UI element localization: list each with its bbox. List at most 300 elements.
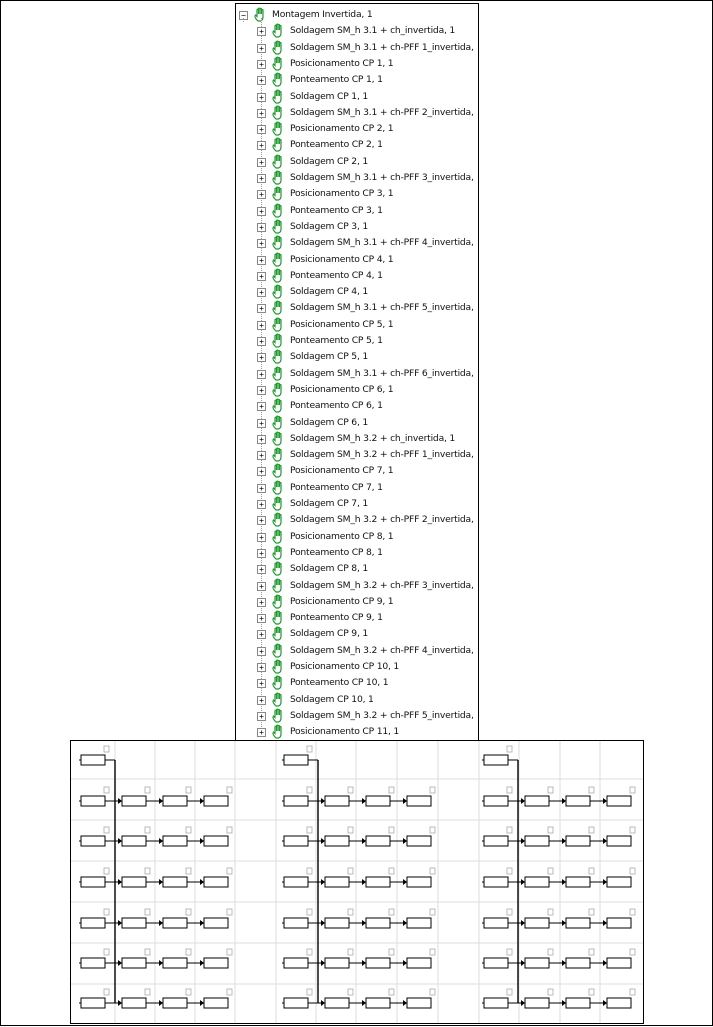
tree-item[interactable] <box>236 431 478 447</box>
node-marker <box>430 989 435 995</box>
hand-icon <box>271 643 285 658</box>
process-node <box>163 796 187 806</box>
expand-toggle[interactable]: + <box>257 467 266 476</box>
tree-item[interactable] <box>236 626 478 642</box>
expand-toggle[interactable]: + <box>257 500 266 509</box>
tree-item-label: Soldagem SM_h 3.1 + ch-PFF 3_invertida, <box>290 172 474 183</box>
node-marker <box>389 909 394 915</box>
expand-toggle[interactable]: + <box>257 353 266 362</box>
expand-toggle[interactable]: + <box>257 516 266 525</box>
tree-item[interactable] <box>236 40 478 56</box>
tree-item-label: Soldagem SM_h 3.2 + ch_invertida, 1 <box>290 432 456 444</box>
expand-toggle[interactable]: + <box>257 125 266 134</box>
node-marker <box>630 949 635 955</box>
process-node <box>366 998 390 1008</box>
tree-item[interactable] <box>236 480 478 496</box>
hand-icon <box>271 170 285 185</box>
tree-connector <box>243 18 244 22</box>
process-node <box>525 836 549 846</box>
tree-item-label: Ponteamento CP 2, 1 <box>290 139 383 151</box>
tree-item[interactable] <box>236 545 478 561</box>
tree-item[interactable] <box>236 317 478 333</box>
node-marker <box>507 746 512 752</box>
node-marker <box>630 868 635 874</box>
tree-item-label: Ponteamento CP 10, 1 <box>290 677 389 689</box>
hand-icon <box>271 447 285 462</box>
diagram-canvas <box>71 741 643 1023</box>
hand-icon <box>271 675 285 690</box>
expand-toggle[interactable]: + <box>257 109 266 118</box>
node-marker <box>548 827 553 833</box>
node-marker <box>307 989 312 995</box>
process-node <box>607 836 631 846</box>
hand-icon <box>271 137 285 152</box>
tree-item[interactable] <box>236 366 478 382</box>
expand-toggle[interactable]: + <box>257 239 266 248</box>
tree-item[interactable] <box>236 219 478 235</box>
tree-item[interactable] <box>236 333 478 349</box>
tree-item[interactable] <box>236 447 478 463</box>
node-marker <box>227 949 232 955</box>
hand-icon <box>271 594 285 609</box>
tree-item-label: Soldagem SM_h 3.2 + ch-PFF 1_invertida, <box>290 449 474 461</box>
process-node <box>525 796 549 806</box>
expand-toggle[interactable]: + <box>257 141 266 150</box>
expand-toggle[interactable]: + <box>257 158 266 167</box>
tree-item-label: Soldagem SM_h 3.1 + ch-PFF 1_invertida, <box>290 41 474 53</box>
node-marker <box>589 949 594 955</box>
hand-icon <box>271 610 285 625</box>
tree-item-label: Ponteamento CP 9, 1 <box>290 612 383 624</box>
process-node <box>284 755 308 765</box>
process-node <box>566 918 590 928</box>
hand-icon <box>271 578 285 593</box>
node-marker <box>227 827 232 833</box>
hand-icon <box>271 317 285 332</box>
tree-item[interactable] <box>236 724 478 740</box>
tree-item[interactable] <box>236 708 478 724</box>
process-node <box>81 796 105 806</box>
process-node <box>204 958 228 968</box>
expand-toggle[interactable]: + <box>257 174 266 183</box>
tree-item[interactable] <box>236 89 478 105</box>
hand-icon <box>271 219 285 234</box>
process-node <box>325 836 349 846</box>
tree-item[interactable] <box>236 154 478 170</box>
node-marker <box>630 909 635 915</box>
process-node <box>122 998 146 1008</box>
node-marker <box>145 949 150 955</box>
node-marker <box>227 787 232 793</box>
tree-item[interactable] <box>236 137 478 153</box>
process-node <box>484 918 508 928</box>
node-marker <box>307 746 312 752</box>
tree-item-label: Ponteamento CP 7, 1 <box>290 481 383 493</box>
process-node <box>325 958 349 968</box>
tree-item-label: Ponteamento CP 5, 1 <box>290 335 383 346</box>
expand-toggle[interactable]: + <box>257 288 266 297</box>
hand-icon <box>271 692 285 707</box>
process-node <box>566 877 590 887</box>
tree-item[interactable] <box>236 659 478 675</box>
node-marker <box>186 827 191 833</box>
tree-item[interactable] <box>236 463 478 479</box>
node-marker <box>548 989 553 995</box>
expand-toggle[interactable]: + <box>257 304 266 313</box>
tree-item-label: Soldagem SM_h 3.2 + ch-PFF 3_invertida, <box>290 579 474 591</box>
process-node <box>204 796 228 806</box>
tree-item[interactable] <box>236 561 478 577</box>
tree-item[interactable] <box>236 675 478 691</box>
process-node <box>607 998 631 1008</box>
hand-icon <box>271 284 285 299</box>
process-node <box>607 918 631 928</box>
expand-toggle[interactable]: + <box>257 484 266 493</box>
expand-toggle[interactable]: + <box>257 27 266 36</box>
hand-icon <box>271 512 285 527</box>
node-marker <box>389 949 394 955</box>
node-marker <box>507 868 512 874</box>
tree-item-label: Posicionamento CP 9, 1 <box>290 595 394 607</box>
tree-item-label: Soldagem SM_h 3.2 + ch-PFF 2_invertida, <box>290 514 474 526</box>
process-node <box>122 796 146 806</box>
collapse-toggle[interactable]: − <box>239 11 248 20</box>
process-node <box>284 877 308 887</box>
tree-item[interactable] <box>236 72 478 88</box>
tree-item-label: Soldagem CP 9, 1 <box>290 628 369 640</box>
hand-icon <box>271 300 285 315</box>
node-marker <box>227 989 232 995</box>
process-node <box>366 918 390 928</box>
expand-toggle[interactable]: + <box>257 223 266 232</box>
tree-item[interactable] <box>236 529 478 545</box>
node-marker <box>507 949 512 955</box>
hand-icon <box>271 415 285 430</box>
expand-toggle[interactable]: + <box>257 451 266 460</box>
hand-icon <box>271 349 285 364</box>
expand-toggle[interactable]: + <box>257 728 266 737</box>
tree-item[interactable] <box>236 23 478 39</box>
node-marker <box>507 787 512 793</box>
node-marker <box>307 787 312 793</box>
node-marker <box>348 787 353 793</box>
tree-item-label: Soldagem CP 1, 1 <box>290 90 369 102</box>
expand-toggle[interactable]: + <box>257 647 266 656</box>
node-marker <box>307 868 312 874</box>
tree-item[interactable] <box>236 643 478 659</box>
node-marker <box>104 827 109 833</box>
node-marker <box>589 827 594 833</box>
hand-icon <box>271 626 285 641</box>
hand-icon <box>271 545 285 560</box>
tree-item-label: Posicionamento CP 3, 1 <box>290 188 394 200</box>
expand-toggle[interactable]: + <box>257 435 266 444</box>
tree-item-label: Soldagem SM_h 3.1 + ch-PFF 6_invertida, <box>290 367 474 379</box>
tree-item[interactable] <box>236 578 478 594</box>
process-node <box>284 998 308 1008</box>
node-marker <box>348 989 353 995</box>
process-node <box>81 958 105 968</box>
tree-item[interactable] <box>236 349 478 365</box>
process-node <box>566 958 590 968</box>
process-node <box>204 998 228 1008</box>
process-node <box>525 877 549 887</box>
node-marker <box>348 949 353 955</box>
node-marker <box>430 868 435 874</box>
hand-icon <box>271 40 285 55</box>
expand-toggle[interactable]: + <box>257 370 266 379</box>
node-marker <box>186 909 191 915</box>
hand-icon <box>271 659 285 674</box>
tree-item-label: Soldagem SM_h 3.1 + ch-PFF 2_invertida, <box>290 106 474 118</box>
process-node <box>81 998 105 1008</box>
node-marker <box>548 868 553 874</box>
process-node <box>484 796 508 806</box>
node-marker <box>348 909 353 915</box>
process-node <box>407 998 431 1008</box>
tree-item-label: Ponteamento CP 6, 1 <box>290 400 383 412</box>
expand-toggle[interactable]: + <box>257 337 266 346</box>
process-node <box>566 796 590 806</box>
process-node <box>366 796 390 806</box>
expand-toggle[interactable]: + <box>257 321 266 330</box>
expand-toggle[interactable]: + <box>257 272 266 281</box>
tree-item[interactable] <box>236 300 478 316</box>
tree-item-label: Posicionamento CP 4, 1 <box>290 253 394 265</box>
node-marker <box>348 868 353 874</box>
tree-item[interactable] <box>236 252 478 268</box>
process-node <box>325 877 349 887</box>
process-node <box>163 998 187 1008</box>
tree-item[interactable] <box>236 105 478 121</box>
process-tree[interactable] <box>235 3 479 742</box>
tree-item-label: Posicionamento CP 10, 1 <box>290 661 400 672</box>
process-node <box>484 958 508 968</box>
tree-item[interactable] <box>236 496 478 512</box>
hand-icon <box>271 431 285 446</box>
expand-toggle[interactable]: + <box>257 696 266 705</box>
process-node <box>484 836 508 846</box>
process-node <box>81 877 105 887</box>
tree-item[interactable] <box>236 170 478 186</box>
tree-item[interactable] <box>236 512 478 528</box>
tree-item-label: Soldagem CP 3, 1 <box>290 220 369 232</box>
node-marker <box>104 868 109 874</box>
process-node <box>525 958 549 968</box>
node-marker <box>507 909 512 915</box>
node-marker <box>145 868 150 874</box>
hand-icon <box>271 398 285 413</box>
tree-item-label: Soldagem CP 2, 1 <box>290 155 369 167</box>
node-marker <box>307 949 312 955</box>
tree-item[interactable] <box>236 594 478 610</box>
node-marker <box>104 989 109 995</box>
tree-item-label: Soldagem CP 4, 1 <box>290 286 369 298</box>
expand-toggle[interactable]: + <box>257 190 266 199</box>
tree-item-label: Soldagem SM_h 3.1 + ch-PFF 5_invertida, <box>290 302 474 314</box>
expand-toggle[interactable]: + <box>257 630 266 639</box>
process-node <box>484 755 508 765</box>
process-node <box>163 836 187 846</box>
expand-toggle[interactable]: + <box>257 598 266 607</box>
tree-item[interactable] <box>236 56 478 72</box>
expand-toggle[interactable]: + <box>257 533 266 542</box>
node-marker <box>145 989 150 995</box>
process-node <box>566 836 590 846</box>
node-marker <box>430 787 435 793</box>
tree-item-label: Montagem Invertida, 1 <box>272 9 373 20</box>
hand-icon <box>271 333 285 348</box>
tree-item-label: Soldagem SM_h 3.1 + ch_invertida, 1 <box>290 25 456 37</box>
tree-item-label: Posicionamento CP 2, 1 <box>290 123 394 135</box>
hand-icon <box>271 480 285 495</box>
hand-icon <box>271 56 285 71</box>
tree-item[interactable] <box>236 284 478 300</box>
node-marker <box>389 868 394 874</box>
node-marker <box>430 827 435 833</box>
node-marker <box>630 989 635 995</box>
process-node <box>484 877 508 887</box>
hand-icon <box>271 72 285 87</box>
hand-icon <box>271 268 285 283</box>
tree-item-label: Posicionamento CP 6, 1 <box>290 383 394 395</box>
hand-icon <box>271 121 285 136</box>
node-marker <box>348 827 353 833</box>
process-node <box>484 998 508 1008</box>
hand-icon <box>271 154 285 169</box>
node-marker <box>104 909 109 915</box>
node-marker <box>186 989 191 995</box>
expand-toggle[interactable]: + <box>257 44 266 53</box>
node-marker <box>630 787 635 793</box>
expand-toggle[interactable]: + <box>257 565 266 574</box>
hand-icon <box>271 203 285 218</box>
tree-item[interactable] <box>236 692 478 708</box>
process-node <box>163 958 187 968</box>
hand-icon <box>271 23 285 38</box>
tree-item[interactable] <box>236 268 478 284</box>
process-node <box>163 877 187 887</box>
node-marker <box>589 787 594 793</box>
tree-item-label: Ponteamento CP 3, 1 <box>290 204 383 216</box>
expand-toggle[interactable]: + <box>257 663 266 672</box>
process-node <box>366 877 390 887</box>
node-marker <box>145 909 150 915</box>
hand-icon <box>271 561 285 576</box>
process-node <box>407 877 431 887</box>
process-node <box>525 998 549 1008</box>
node-marker <box>389 827 394 833</box>
node-marker <box>104 746 109 752</box>
tree-item-label: Posicionamento CP 5, 1 <box>290 318 394 330</box>
hand-icon <box>271 89 285 104</box>
tree-root-item[interactable] <box>236 7 478 23</box>
hand-icon <box>271 724 285 739</box>
tree-item[interactable] <box>236 203 478 219</box>
process-node <box>325 796 349 806</box>
hand-icon <box>271 708 285 723</box>
tree-item-label: Soldagem CP 6, 1 <box>290 416 369 428</box>
hand-icon <box>253 7 267 22</box>
process-node <box>407 918 431 928</box>
process-node <box>284 796 308 806</box>
node-marker <box>548 787 553 793</box>
process-node <box>284 958 308 968</box>
tree-item[interactable] <box>236 121 478 137</box>
expand-toggle[interactable]: + <box>257 93 266 102</box>
node-marker <box>104 949 109 955</box>
process-node <box>525 918 549 928</box>
node-marker <box>227 868 232 874</box>
node-marker <box>507 827 512 833</box>
node-marker <box>307 909 312 915</box>
hand-icon <box>271 382 285 397</box>
node-marker <box>589 909 594 915</box>
expand-toggle[interactable]: + <box>257 76 266 85</box>
tree-item-label: Soldagem SM_h 3.2 + ch-PFF 5_invertida, <box>290 709 474 721</box>
node-marker <box>186 949 191 955</box>
process-node <box>163 918 187 928</box>
process-node <box>407 796 431 806</box>
tree-item[interactable] <box>236 398 478 414</box>
expand-toggle[interactable]: + <box>257 549 266 558</box>
process-node <box>122 958 146 968</box>
process-node <box>407 958 431 968</box>
tree-item-label: Soldagem SM_h 3.2 + ch-PFF 4_invertida, <box>290 644 474 656</box>
hand-icon <box>271 529 285 544</box>
expand-toggle[interactable]: + <box>257 207 266 216</box>
tree-item-label: Ponteamento CP 8, 1 <box>290 546 383 558</box>
tree-item[interactable] <box>236 235 478 251</box>
node-marker <box>186 787 191 793</box>
node-marker <box>389 989 394 995</box>
tree-item[interactable] <box>236 610 478 626</box>
expand-toggle[interactable]: + <box>257 614 266 623</box>
tree-item-label: Posicionamento CP 8, 1 <box>290 530 394 542</box>
expand-toggle[interactable]: + <box>257 386 266 395</box>
hand-icon <box>271 496 285 511</box>
node-marker <box>145 827 150 833</box>
tree-item-label: Soldagem CP 10, 1 <box>290 693 374 705</box>
node-marker <box>548 949 553 955</box>
node-marker <box>507 989 512 995</box>
expand-toggle[interactable]: + <box>257 402 266 411</box>
expand-toggle[interactable]: + <box>257 419 266 428</box>
expand-toggle[interactable]: + <box>257 679 266 688</box>
tree-item-label: Ponteamento CP 1, 1 <box>290 74 383 86</box>
expand-toggle[interactable]: + <box>257 60 266 69</box>
expand-toggle[interactable]: + <box>257 256 266 265</box>
hand-icon <box>271 186 285 201</box>
node-marker <box>430 949 435 955</box>
hand-icon <box>271 463 285 478</box>
node-marker <box>430 909 435 915</box>
hand-icon <box>271 366 285 381</box>
process-node <box>122 918 146 928</box>
tree-item[interactable] <box>236 382 478 398</box>
tree-item-label: Soldagem CP 7, 1 <box>290 498 369 509</box>
process-node <box>366 958 390 968</box>
expand-toggle[interactable]: + <box>257 582 266 591</box>
process-flow-diagram[interactable] <box>70 740 644 1024</box>
node-marker <box>389 787 394 793</box>
process-node <box>407 836 431 846</box>
tree-item[interactable] <box>236 186 478 202</box>
tree-item-label: Ponteamento CP 4, 1 <box>290 269 383 281</box>
tree-item[interactable] <box>236 415 478 431</box>
expand-toggle[interactable]: + <box>257 712 266 721</box>
process-node <box>607 877 631 887</box>
